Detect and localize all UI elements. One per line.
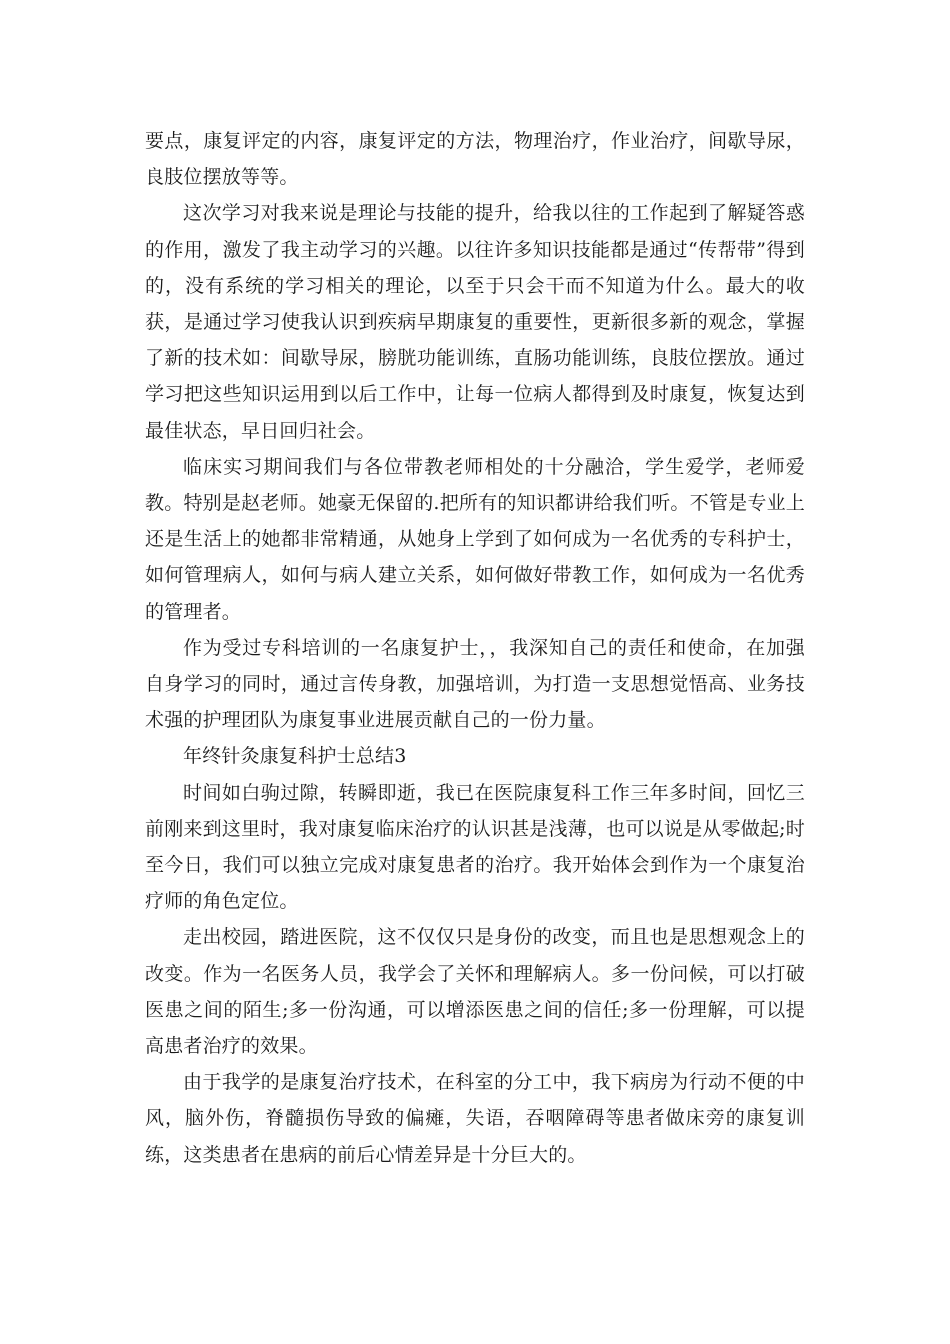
paragraph-5: 时间如白驹过隙，转瞬即逝，我已在医院康复科工作三年多时间，回忆三前刚来到这里时，我对康复临床治疗的认识甚是浅薄，也可以说是从零做起;时至今日，我们可以独立完成对康复患者的治疗。我开始体会到作为一个康复治疗师的角色定位。	[145, 781, 805, 913]
section-heading: 年终针灸康复科护士总结3	[183, 745, 407, 768]
paragraph-6: 走出校园，踏进医院，这不仅仅只是身份的改变，而且也是思想观念上的改变。作为一名医务人员，我学会了关怀和理解病人。多一份问候，可以打破医患之间的陌生;多一份沟通，可以增添医患之间的信任;多一份理解，可以提高患者治疗的效果。	[145, 926, 805, 1058]
paragraph-1: 要点，康复评定的内容，康复评定的方法，物理治疗，作业治疗，间歇导尿，良肢位摆放等等。	[145, 130, 805, 189]
paragraph-4: 作为受过专科培训的一名康复护士，，我深知自己的责任和使命，在加强自身学习的同时，通过言传身教，加强培训，为打造一支思想觉悟高、业务技术强的护理团队为康复事业进展贡献自己的一份力量。	[145, 636, 805, 732]
paragraph-3: 临床实习期间我们与各位带教老师相处的十分融洽，学生爱学，老师爱教。特别是赵老师。她豪无保留的.把所有的知识都讲给我们听。不管是专业上还是生活上的她都非常精通，从她身上学到了如何成为一名优秀的专科护士，如何管理病人，如何与病人建立关系，如何做好带教工作，如何成为一名优秀的管理者。	[145, 455, 805, 623]
paragraph-2: 这次学习对我来说是理论与技能的提升，给我以往的工作起到了解疑答惑的作用，激发了我主动学习的兴趣。以往许多知识技能都是通过“传帮带”得到的，没有系统的学习相关的理论，以至于只会干而不知道为什么。最大的收获，是通过学习使我认识到疾病早期康复的重要性，更新很多新的观念，掌握了新的技术如：间歇导尿，膀胱功能训练，直肠功能训练，良肢位摆放。通过学习把这些知识运用到以后工作中，让每一位病人都得到及时康复，恢复达到最佳状态，早日回归社会。	[145, 202, 805, 442]
paragraph-7: 由于我学的是康复治疗技术，在科室的分工中，我下病房为行动不便的中风，脑外伤，脊髓损伤导致的偏瘫，失语，吞咽障碍等患者做床旁的康复训练，这类患者在患病的前后心情差异是十分巨大的。	[145, 1071, 805, 1166]
document-page	[145, 123, 805, 1173]
